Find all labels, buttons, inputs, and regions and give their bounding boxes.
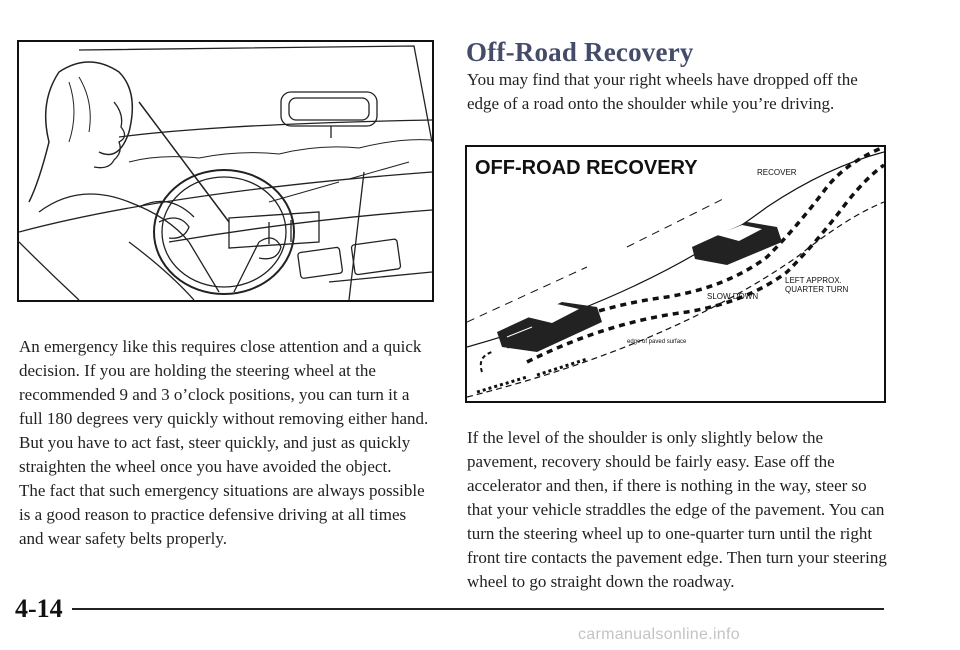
left-paragraph-1: An emergency like this requires close attention and a quick decision. If you are holding the steering wheel at the recommended 9 and 3 o’clock positions, you can turn it a full 180 degrees very quickly without removing either hand. But you have to act fast, steer quickly, and just as quickly straighten the wheel once you have avoided the object. — [19, 337, 429, 476]
intro-paragraph: You may find that your right wheels have dropped off the edge of a road onto the shoulder while you’re driving. — [467, 70, 858, 113]
label-left-turn-2: QUARTER TURN — [785, 285, 849, 294]
footer-rule — [72, 608, 884, 610]
driver-at-wheel-drawing — [19, 42, 432, 300]
car-slow-down-drawing — [497, 302, 602, 352]
driver-illustration — [17, 40, 434, 302]
offroad-recovery-drawing — [467, 147, 884, 401]
offroad-recovery-diagram — [465, 145, 886, 403]
car-quarter-turn-drawing — [692, 222, 782, 265]
label-left-turn-1: LEFT APPROX. — [785, 276, 842, 285]
section-title: Off-Road Recovery — [466, 37, 694, 67]
diagram-title: OFF-ROAD RECOVERY — [475, 157, 698, 179]
label-recover: RECOVER — [757, 168, 797, 177]
page-number: 4-14 — [15, 594, 63, 623]
right-paragraph-1: If the level of the shoulder is only slightly below the pavement, recovery should be fairly easy. Ease off the accelerator and then, if there is nothing in the way, steer so that your vehicle straddles the edge of the pavement. You can turn the steering wheel up to one-quarter turn until the right front tire contacts the pavement edge. Then turn your steering wheel to go straight down the roadway. — [467, 428, 887, 591]
label-edge-of-pavement: edge of paved surface — [627, 339, 687, 345]
label-slow-down: SLOW DOWN — [707, 292, 759, 301]
watermark: carmanualsonline.info — [578, 626, 740, 643]
left-paragraph-2: The fact that such emergency situations are always possible is a good reason to practice defensive driving at all times and wear safety belts properly. — [19, 481, 425, 548]
